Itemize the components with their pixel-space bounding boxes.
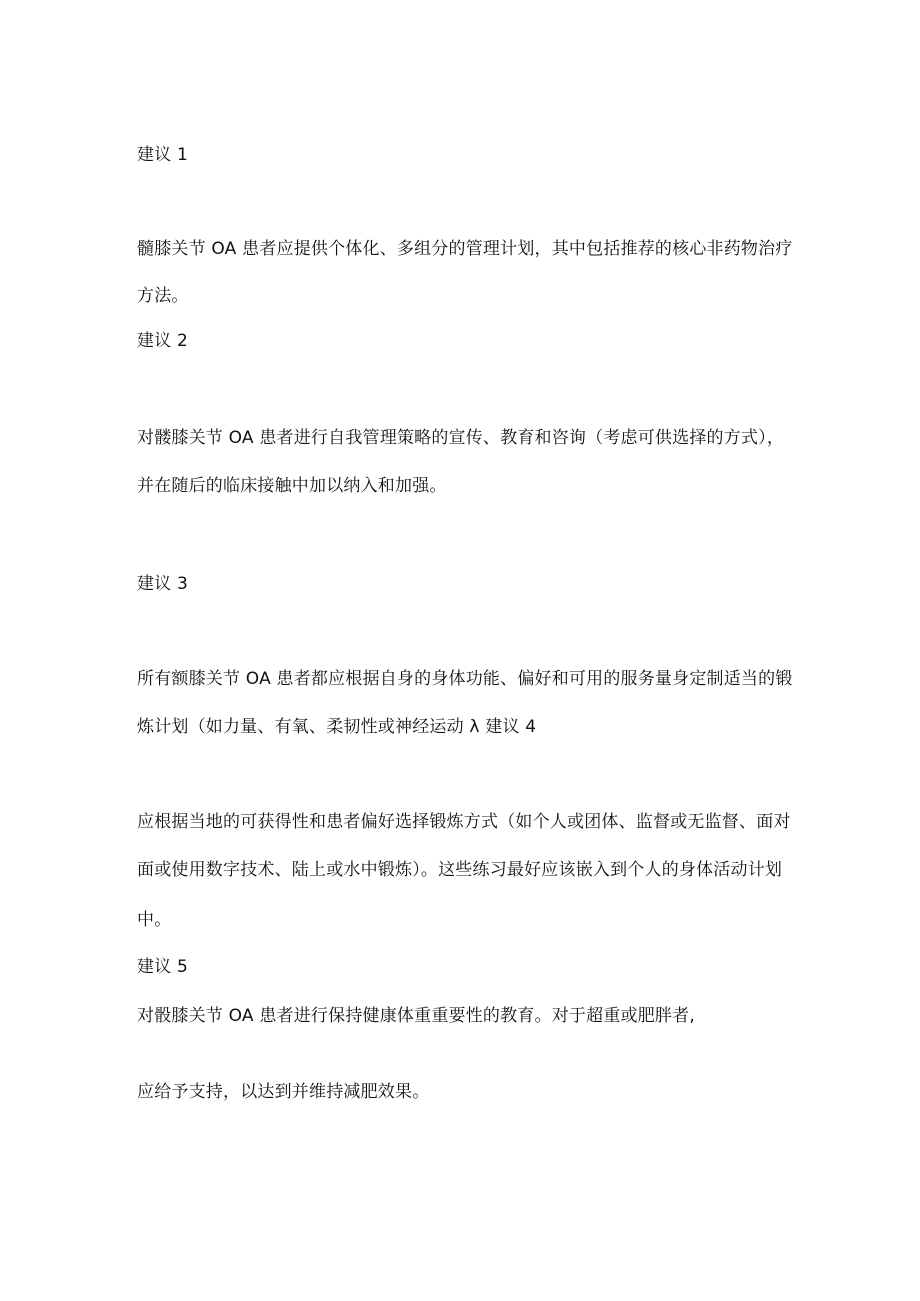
rec5-line-1: 对骰膝关节 OA 患者进行保持健康体重重要性的教育。对于超重或肥胖者, bbox=[137, 1006, 695, 1026]
rec5-line-2: 应给予支持，以达到并维持减肥效果。 bbox=[137, 1082, 430, 1102]
rec3-line-1: 所有额膝关节 OA 患者都应根据自身的身体功能、偏好和可用的服务量身定制适当的锻 bbox=[137, 669, 793, 689]
rec4-line-2: 面或使用数字技术、陆上或水中锻炼）。这些练习最好应该嵌入到个人的身体活动计划 bbox=[137, 860, 783, 880]
rec4-line-1: 应根据当地的可获得性和患者偏好选择锻炼方式（如个人或团体、监督或无监督、面对 bbox=[137, 812, 791, 832]
rec2-line-2: 并在随后的临床接触中加以纳入和加强。 bbox=[137, 476, 447, 496]
rec1-line-2: 方法。 bbox=[137, 286, 189, 306]
rec2-line-1: 对髅膝关节 OA 患者进行自我管理策略的宣传、教育和咨询（考虑可供选择的方式）， bbox=[137, 428, 785, 448]
rec4-line-3: 中。 bbox=[137, 910, 172, 930]
rec3-line-2: 炼计划（如力量、有氧、柔韧性或神经运动 λ 建议 4 bbox=[137, 717, 537, 737]
rec1-line-1: 髓膝关节 OA 患者应提供个体化、多组分的管理计划，其中包括推荐的核心非药物治疗 bbox=[137, 239, 793, 259]
rec3-heading: 建议 3 bbox=[137, 574, 189, 594]
rec1-heading: 建议 1 bbox=[137, 145, 189, 165]
rec5-heading: 建议 5 bbox=[137, 957, 189, 977]
rec2-heading: 建议 2 bbox=[137, 331, 189, 351]
